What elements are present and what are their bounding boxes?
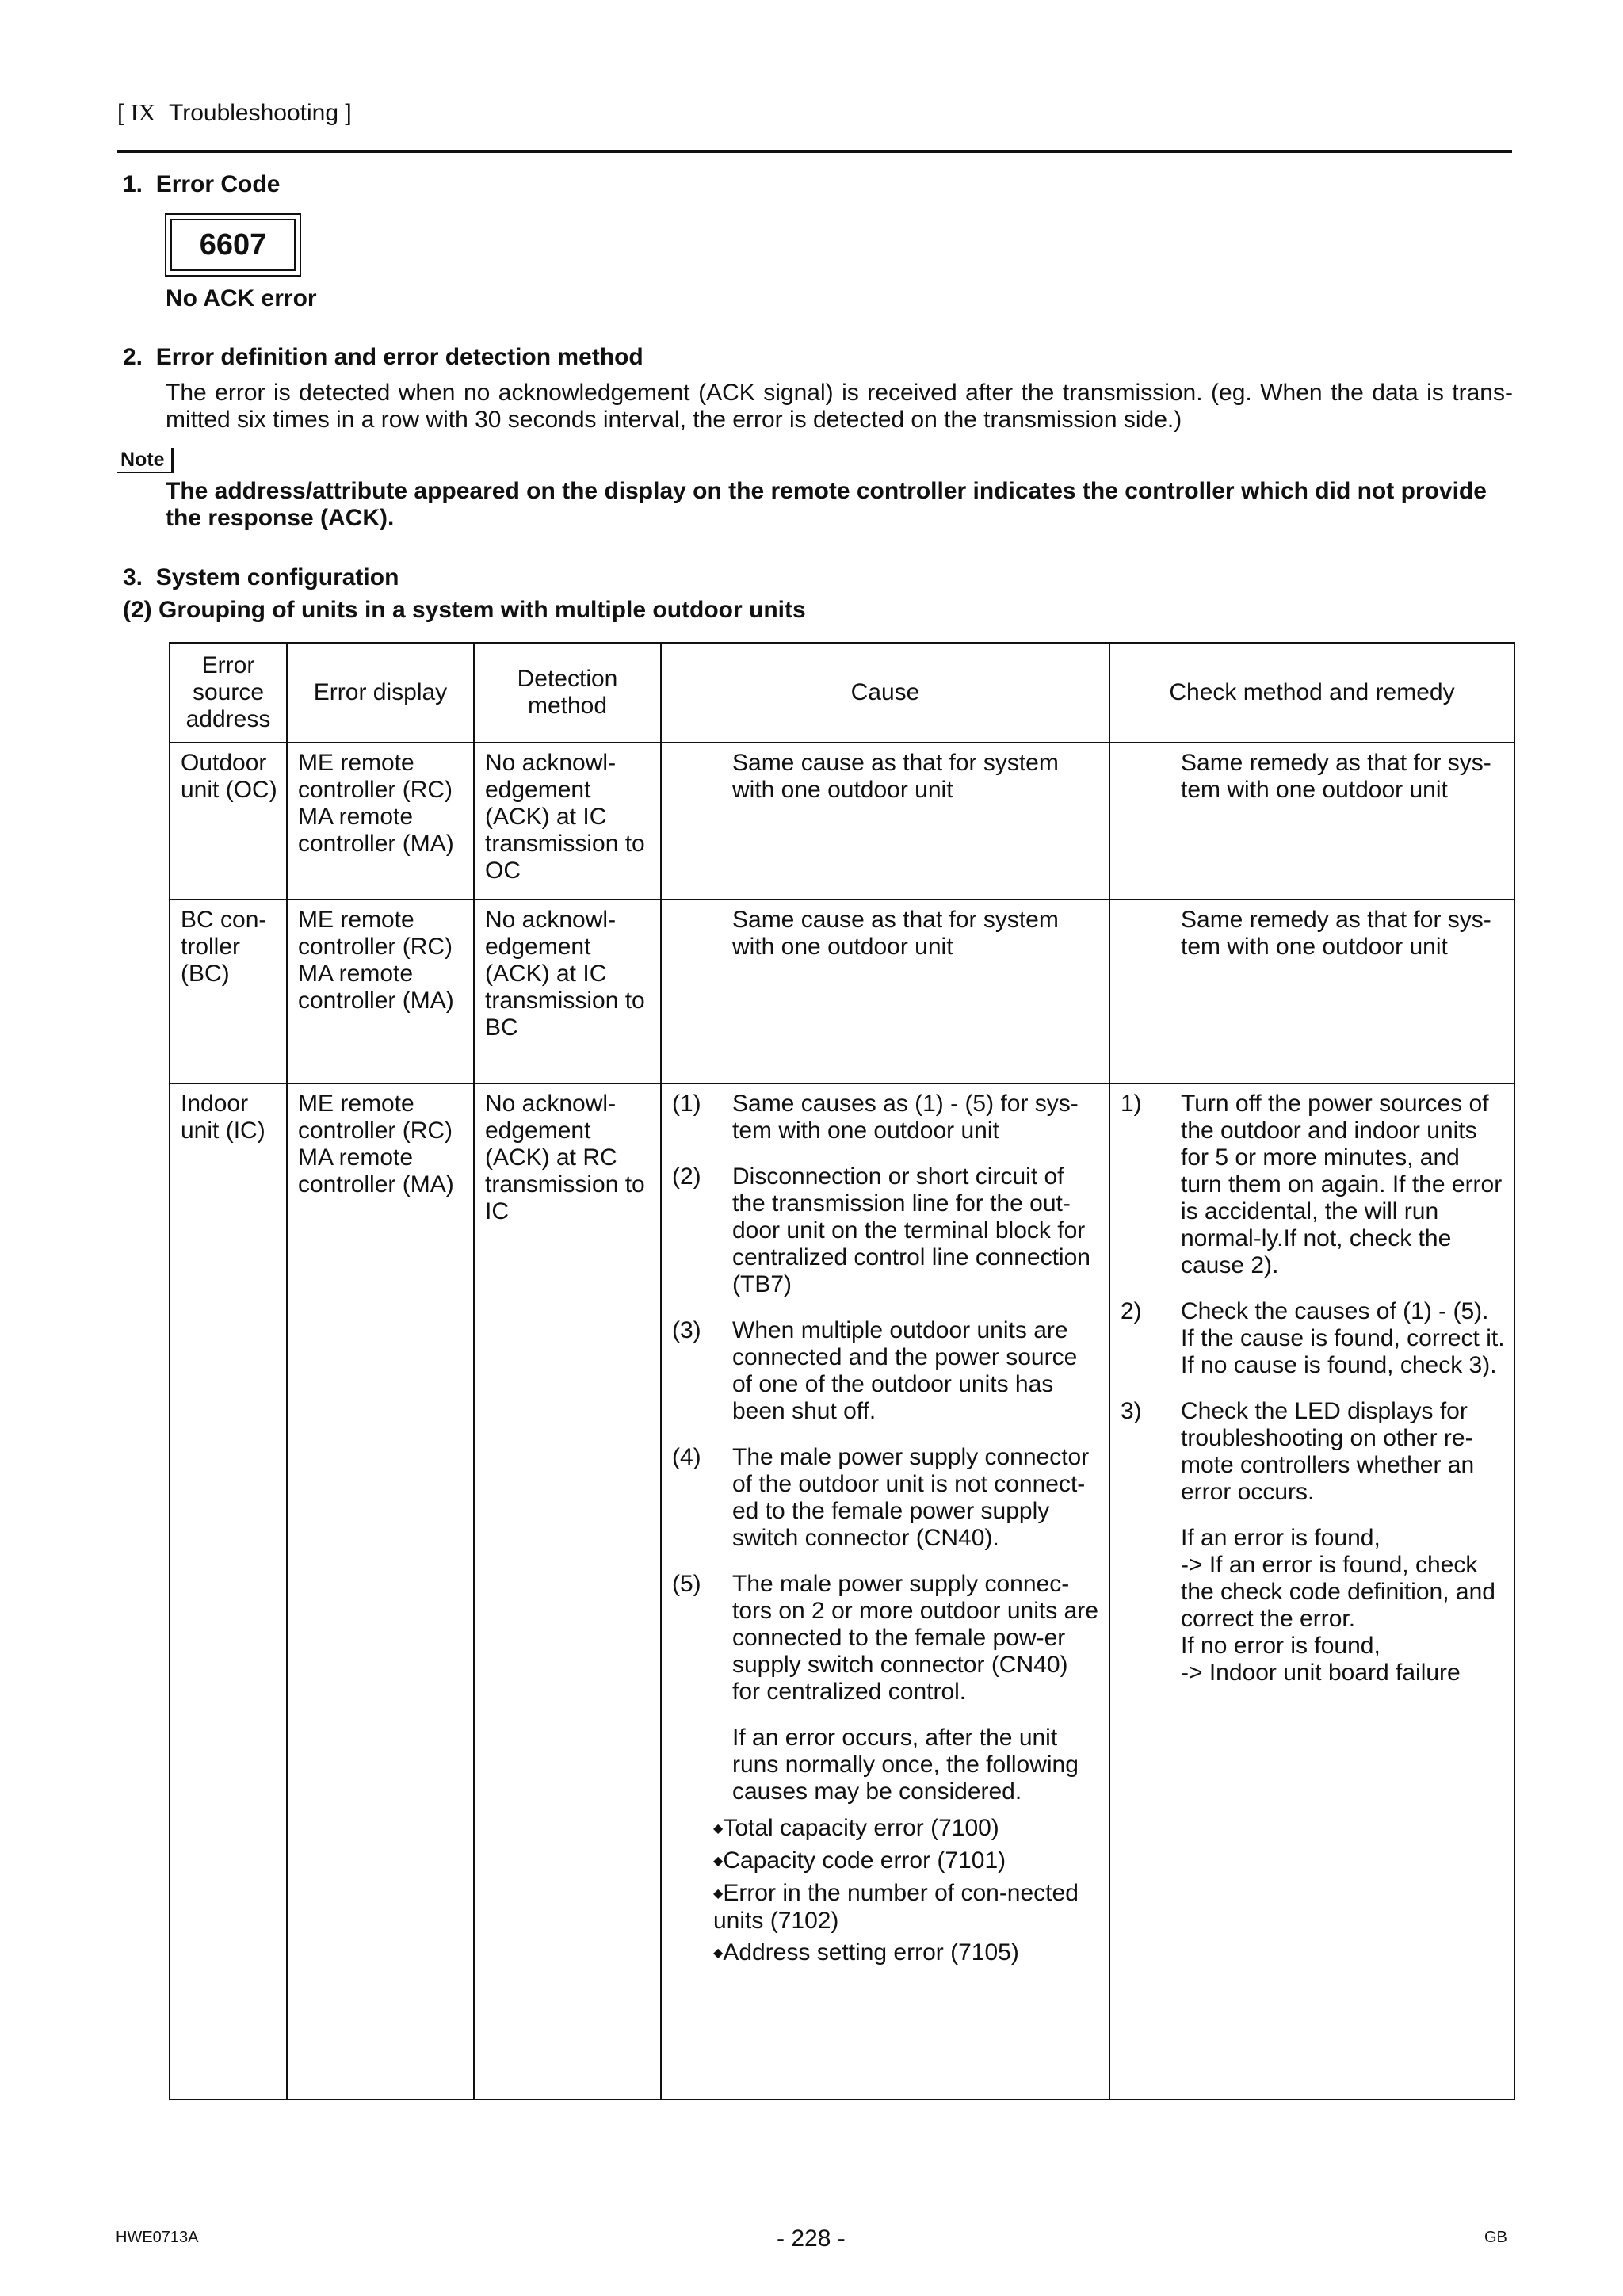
remedy-list	[1110, 1084, 1514, 1694]
source-address: BC con-troller (BC)	[181, 907, 267, 987]
cause-bullet-text: Total capacity error (7100)	[723, 1815, 999, 1841]
header-check-method: Check method and remedy	[1109, 643, 1514, 743]
section-3-subtitle: (2) Grouping of units in a system with multiple outdoor units	[123, 597, 806, 623]
error-code: 6607	[170, 219, 296, 271]
cause-text: Disconnection or short circuit of the transmission line for the out-door unit on the terminal block for centralized control line connection (TB7)	[732, 1163, 1090, 1297]
cause-item	[672, 1444, 1101, 1552]
source-address: Outdoor unit (OC)	[181, 750, 277, 803]
chapter-title: Troubleshooting	[169, 100, 339, 126]
chapter-roman: IX	[130, 100, 156, 126]
diamond-bullet-icon: ◆	[713, 1887, 724, 1901]
remedy-text: Same remedy as that for sys-tem with one outdoor unit	[1181, 907, 1491, 960]
remedy-text: Same remedy as that for sys-tem with one outdoor unit	[1181, 750, 1491, 803]
section-2-title: 2. Error definition and error detection method	[123, 344, 643, 370]
remedy-line: If an error is found,	[1181, 1525, 1381, 1551]
cause-text: The male power supply connec-tors on 2 or more outdoor units are connected to the female pow-er supply switch connector (CN40) for centralized control.	[732, 1571, 1098, 1705]
table-header-row	[170, 643, 1514, 743]
remedy-number: 2)	[1121, 1298, 1142, 1324]
header-error-display: Error display	[287, 643, 474, 743]
remedy-text: Check the LED displays for troubleshooting on other re-mote controllers whether an error occurs.	[1181, 1398, 1475, 1505]
cause-bullet-text: Error in the number of con-nected units (7102)	[713, 1880, 1079, 1934]
cause-bullet-list	[672, 1810, 1101, 1967]
error-display: ME remote controller (RC) MA remote controller (MA)	[298, 1091, 454, 1198]
section-3-title: 3. System configuration	[123, 564, 399, 590]
cause-number: (3)	[672, 1317, 701, 1343]
cause-number: (5)	[672, 1571, 701, 1597]
detection-method: No acknowl-edgement (ACK) at IC transmission to OC	[485, 750, 645, 884]
cause-text: Same cause as that for system with one outdoor unit	[732, 750, 1059, 803]
section-2-body: The error is detected when no acknowledgement (ACK signal) is received after the transmission. (eg. When the data is trans-mitted six times in a row with 30 seconds interval, the error is detected on the transmission side.)	[166, 380, 1513, 433]
diamond-bullet-icon: ◆	[713, 1822, 724, 1836]
header-error-source: Error source address	[170, 643, 287, 743]
remedy-line: -> If an error is found, check the check code definition, and correct the error.	[1181, 1552, 1495, 1632]
cause-number: (1)	[672, 1091, 701, 1117]
table-row	[170, 900, 1514, 1083]
error-name: No ACK error	[166, 285, 317, 311]
remedy-text: Check the causes of (1) - (5). If the cause is found, correct it. If no cause is found, check 3).	[1181, 1298, 1505, 1378]
diamond-bullet-icon: ◆	[713, 1946, 724, 1960]
remedy-line: -> Indoor unit board failure	[1181, 1660, 1461, 1686]
remedy-number: 1)	[1121, 1091, 1142, 1117]
header-rule	[117, 150, 1512, 153]
cause-text: When multiple outdoor units are connected and the power source of one of the outdoor units has been shut off.	[732, 1317, 1078, 1424]
section-1-title: 1. Error Code	[123, 171, 281, 197]
cause-text: Same cause as that for system with one outdoor unit	[732, 907, 1059, 960]
cause-bullet	[713, 1847, 1101, 1875]
cause-text: The male power supply connector of the outdoor unit is not connect-ed to the female power supply switch connector (CN40).	[732, 1444, 1090, 1551]
region-code: GB	[1484, 2229, 1507, 2246]
detection-method: No acknowl-edgement (ACK) at RC transmission to IC	[485, 1091, 645, 1224]
diamond-bullet-icon: ◆	[713, 1855, 724, 1868]
cause-number: (4)	[672, 1444, 701, 1470]
note-body: The address/attribute appeared on the display on the remote controller indicates the controller which did not provide the response (ACK).	[166, 478, 1487, 531]
document-code: HWE0713A	[116, 2229, 199, 2246]
cause-item	[672, 1571, 1101, 1706]
remedy-item	[1121, 1398, 1506, 1506]
cause-bullet	[713, 1939, 1101, 1967]
remedy-followup	[1121, 1525, 1506, 1687]
remedy-text: Turn off the power sources of the outdoor and indoor units for 5 or more minutes, and turn them on again. If the error is accidental, the will run normal-ly.If not, check the cause 2).	[1181, 1091, 1503, 1278]
note-tag: Note	[117, 448, 174, 473]
error-display: ME remote controller (RC) MA remote controller (MA)	[298, 750, 454, 857]
header-detection-method: Detection method	[474, 643, 661, 743]
remedy-item	[1121, 1298, 1506, 1379]
cause-bullet-text: Capacity code error (7101)	[723, 1847, 1006, 1874]
remedy-number: 3)	[1121, 1398, 1142, 1424]
cause-item	[672, 1091, 1101, 1144]
cause-text: Same causes as (1) - (5) for sys-tem with one outdoor unit	[732, 1091, 1079, 1144]
error-display: ME remote controller (RC) MA remote controller (MA)	[298, 907, 454, 1014]
detection-method: No acknowl-edgement (ACK) at IC transmission to BC	[485, 907, 645, 1041]
cause-bullet-text: Address setting error (7105)	[723, 1939, 1019, 1966]
error-code-box	[165, 213, 301, 277]
remedy-item	[1121, 1091, 1506, 1279]
page-header: [ IX Troubleshooting ]	[117, 100, 352, 126]
cause-after-text: If an error occurs, after the unit runs normally once, the following causes may be considered.	[732, 1725, 1079, 1805]
cause-bullet	[713, 1880, 1101, 1935]
cause-item	[672, 1163, 1101, 1298]
cause-bullet	[713, 1815, 1101, 1843]
page-number: - 228 -	[777, 2225, 846, 2252]
table-row	[170, 743, 1514, 900]
error-table	[169, 642, 1515, 2100]
table-row	[170, 1083, 1514, 2099]
remedy-line: If no error is found,	[1181, 1633, 1381, 1659]
source-address: Indoor unit (IC)	[181, 1091, 265, 1144]
header-cause: Cause	[661, 643, 1109, 743]
cause-list	[662, 1084, 1109, 1975]
cause-number: (2)	[672, 1163, 701, 1190]
cause-item	[672, 1317, 1101, 1425]
